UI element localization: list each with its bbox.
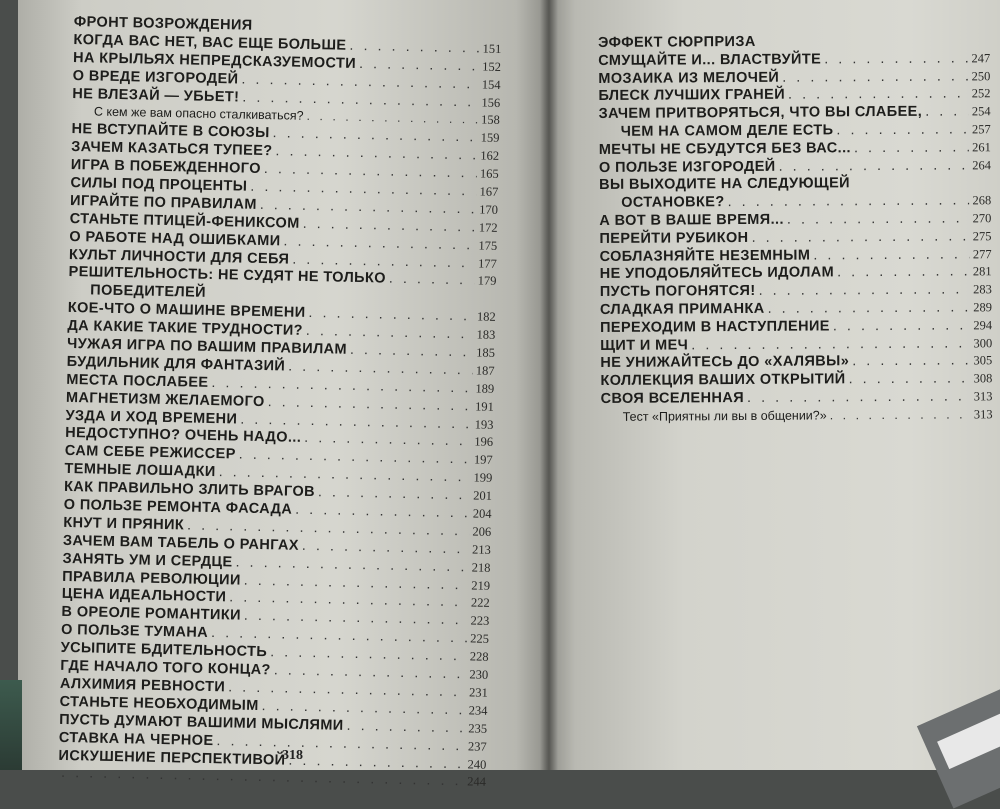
toc-entry-title: ЧУЖАЯ ИГРА ПО ВАШИМ ПРАВИЛАМ <box>66 335 348 358</box>
toc-leader-dots <box>836 121 969 140</box>
toc-entry-page: 277 <box>972 246 992 261</box>
toc-entry-page: 196 <box>474 434 494 450</box>
toc-entry-page: 300 <box>973 335 993 350</box>
toc-entry-title: ЗАНЯТЬ УМ И СЕРДЦЕ <box>62 550 233 571</box>
toc-entry-page: 244 <box>467 774 487 790</box>
toc-entry-page: 235 <box>468 721 488 736</box>
toc-entry-title: АЛХИМИЯ РЕВНОСТИ <box>59 675 226 696</box>
toc-leader-dots <box>782 68 968 87</box>
toc-entry-title: НЕ ВСТУПАЙТЕ В СОЮЗЫ <box>71 121 270 142</box>
toc-entry-page: 264 <box>972 157 991 172</box>
toc-entry-title: ЗАЧЕМ ВАМ ТАБЕЛЬ О РАНГАХ <box>62 532 300 554</box>
toc-entry-page: 152 <box>482 59 502 74</box>
toc-entry-page: 187 <box>475 363 495 378</box>
toc-entry-page: 294 <box>973 318 993 333</box>
toc-entry-page: 182 <box>476 309 496 325</box>
toc-entry-page: 156 <box>481 95 501 110</box>
toc-entry-page: 254 <box>971 104 991 119</box>
toc-entry-title: В ОРЕОЛЕ РОМАНТИКИ <box>61 604 242 625</box>
toc-entry-page: 170 <box>479 202 499 217</box>
toc-entry-page: 162 <box>480 148 500 164</box>
toc-entry-title: НЕ УНИЖАЙТЕСЬ ДО «ХАЛЯВЫ» <box>600 353 850 372</box>
toc-leader-dots <box>837 264 970 283</box>
toc-leader-dots <box>849 371 971 390</box>
toc-entry-title: УЗДА И ХОД ВРЕМЕНИ <box>65 407 238 428</box>
toc-entry-title: СТАНЬТЕ НЕОБХОДИМЫМ <box>59 693 259 714</box>
left-toc-list <box>58 14 502 792</box>
toc-entry-title: ИГРА В ПОБЕЖДЕННОГО <box>70 157 262 178</box>
toc-entry-page: 313 <box>973 389 993 404</box>
toc-entry-page: 218 <box>471 560 491 575</box>
toc-leader-dots <box>758 282 970 301</box>
toc-entry-page: 191 <box>474 399 495 414</box>
toc-entry-title: СЛАДКАЯ ПРИМАНКА <box>599 300 765 318</box>
toc-entry-title: КНУТ И ПРЯНИК <box>63 514 185 534</box>
toc-entry-title: ДА КАКИЕ ТАКИЕ ТРУДНОСТИ? <box>67 318 304 339</box>
toc-entry-page: 167 <box>479 184 499 199</box>
toc-leader-dots <box>389 271 475 291</box>
toc-entry-page: 172 <box>478 220 498 235</box>
toc-leader-dots <box>852 353 970 372</box>
toc-entry-page: 197 <box>473 452 493 468</box>
toc-entry-page: 283 <box>972 282 992 297</box>
toc-entry-page: 289 <box>973 300 992 315</box>
toc-entry-page: 177 <box>477 256 498 271</box>
toc-entry-page: 308 <box>973 371 993 386</box>
toc-entry-page: 183 <box>476 327 496 343</box>
toc-entry-title: НЕДОСТУПНО? ОЧЕНЬ НАДО... <box>65 425 302 447</box>
toc-entry-title: ОСТАНОВКЕ? <box>621 194 725 212</box>
toc-entry-title: МОЗАИКА ИЗ МЕЛОЧЕЙ <box>598 69 780 87</box>
toc-entry-title: О ПОЛЬЗЕ ИЗГОРОДЕЙ <box>598 158 776 176</box>
toc-entry-title: МАГНЕТИЗМ ЖЕЛАЕМОГО <box>65 389 265 410</box>
toc-entry-title: ЩИТ И МЕЧ <box>600 336 689 354</box>
toc-entry-page: 206 <box>472 524 492 539</box>
toc-entry-title: САМ СЕБЕ РЕЖИССЕР <box>64 443 236 463</box>
toc-entry-page: 213 <box>471 542 492 557</box>
toc-entry-page: 252 <box>971 86 991 101</box>
toc-entry-page: 159 <box>480 130 500 146</box>
toc-entry-page: 223 <box>470 613 490 629</box>
toc-entry-page: 237 <box>467 739 487 754</box>
toc-entry-title: ИСКУШЕНИЕ ПЕРСПЕКТИВОЙ <box>58 747 286 769</box>
toc-entry-page: 313 <box>973 406 993 422</box>
toc-entry-title: КОЕ-ЧТО О МАШИНЕ ВРЕМЕНИ <box>67 300 306 322</box>
toc-entry-page: 204 <box>472 506 492 521</box>
toc-entry-title: ФРОНТ ВОЗРОЖДЕНИЯ <box>73 13 253 34</box>
toc-entry-page: 199 <box>473 470 493 486</box>
toc-entry-page: 261 <box>971 140 991 155</box>
toc-entry-title: ВЫ ВЫХОДИТЕ НА СЛЕДУЮЩЕЙ <box>598 175 851 194</box>
toc-leader-dots <box>788 86 969 105</box>
toc-entry-page: 179 <box>477 273 497 289</box>
toc-entry-title: СВОЯ ВСЕЛЕННАЯ <box>600 389 745 407</box>
toc-entry-page: 219 <box>471 578 491 593</box>
toc-entry-title: ЦЕНА ИДЕАЛЬНОСТИ <box>61 586 227 606</box>
toc-entry-title: А ВОТ В ВАШЕ ВРЕМЯ... <box>599 211 784 229</box>
toc-entry-page: 281 <box>972 264 992 279</box>
toc-entry-title: НА КРЫЛЬЯХ НЕПРЕДСКАЗУЕМОСТИ <box>72 49 357 72</box>
toc-leader-dots <box>787 210 970 229</box>
toc-leader-dots <box>728 193 970 212</box>
toc-entry-title: СОБЛАЗНЯЙТЕ НЕЗЕМНЫМ <box>599 247 811 265</box>
toc-entry-title: РЕШИТЕЛЬНОСТЬ: НЕ СУДЯТ НЕ ТОЛЬКО <box>68 264 387 288</box>
toc-entry-title: О ПОЛЬЗЕ РЕМОНТА ФАСАДА <box>63 496 293 518</box>
toc-entry-title: ТЕМНЫЕ ЛОШАДКИ <box>64 461 216 481</box>
toc-entry-title: С кем же вам опасно сталкиваться? <box>93 104 304 124</box>
toc-leader-dots <box>830 406 971 425</box>
toc-entry-title: СМУЩАЙТЕ И... ВЛАСТВУЙТЕ <box>598 51 822 69</box>
toc-entry-title: МЕСТА ПОСЛАБЕЕ <box>66 371 209 391</box>
background-edge <box>0 680 22 770</box>
toc-entry-title: СИЛЫ ПОД ПРОЦЕНТЫ <box>70 174 248 195</box>
toc-leader-dots <box>813 246 970 265</box>
toc-entry-title: ЧЕМ НА САМОМ ДЕЛЕ ЕСТЬ <box>620 122 834 140</box>
toc-entry-title: ПУСТЬ ПОГОНЯТСЯ! <box>599 283 756 301</box>
toc-entry-page: 234 <box>468 703 488 718</box>
toc-entry-title: ПУСТЬ ДУМАЮТ ВАШИМИ МЫСЛЯМИ <box>59 711 344 734</box>
toc-entry-page: 257 <box>971 122 991 137</box>
toc-entry-page: 225 <box>470 631 490 647</box>
toc-entry-page: 270 <box>972 211 992 226</box>
toc-leader-dots <box>779 157 970 176</box>
toc-entry-title: Тест «Приятны ли вы в общении?» <box>622 408 827 424</box>
toc-entry-title: ЗАЧЕМ КАЗАТЬСЯ ТУПЕЕ? <box>71 139 273 160</box>
toc-entry-title: НЕ УПОДОБЛЯЙТЕСЬ ИДОЛАМ <box>599 264 835 283</box>
toc-leader-dots <box>925 104 969 122</box>
toc-leader-dots <box>691 335 970 355</box>
toc-entry-title: ИГРАЙТЕ ПО ПРАВИЛАМ <box>69 192 257 213</box>
toc-entry-title: КАК ПРАВИЛЬНО ЗЛИТЬ ВРАГОВ <box>63 479 316 501</box>
toc-entry-title: ПОБЕДИТЕЛЕЙ <box>90 282 207 302</box>
toc-entry-page: 230 <box>469 667 489 682</box>
toc-entry-page: 201 <box>473 488 493 503</box>
toc-entry-page: 189 <box>475 381 495 396</box>
toc-entry-page: 268 <box>972 193 992 208</box>
toc-entry-page: 231 <box>468 685 489 700</box>
toc-entry-title: БЛЕСК ЛУЧШИХ ГРАНЕЙ <box>598 87 786 105</box>
toc-entry-page: 247 <box>971 51 991 66</box>
toc-entry-title: О ВРЕДЕ ИЗГОРОДЕЙ <box>72 67 239 88</box>
toc-entry-page: 305 <box>973 353 993 368</box>
toc-entry-page: 154 <box>481 77 501 92</box>
toc-entry-page: 151 <box>482 41 502 56</box>
page-number: 318 <box>282 748 303 763</box>
toc-entry-page: 165 <box>479 166 499 182</box>
toc-entry-title: О РАБОТЕ НАД ОШИБКАМИ <box>69 228 281 250</box>
toc-entry-page: 240 <box>467 756 487 772</box>
toc-entry-page: 250 <box>971 68 991 83</box>
toc-entry-page: 193 <box>474 417 494 432</box>
toc-entry-page: 222 <box>470 595 490 611</box>
toc-entry-title: СТАВКА НА ЧЕРНОЕ <box>58 729 214 749</box>
toc-entry-title: ЭФФЕКТ СЮРПРИЗА <box>598 33 756 51</box>
toc-entry-title: ПРАВИЛА РЕВОЛЮЦИИ <box>62 568 241 589</box>
toc-entry-title: МЕЧТЫ НЕ СБУДУТСЯ БЕЗ ВАС... <box>598 140 851 158</box>
book-gutter <box>540 0 558 770</box>
toc-entry-title: ПЕРЕЙТИ РУБИКОН <box>599 229 749 247</box>
toc-entry <box>601 406 993 427</box>
right-toc-list <box>598 32 993 426</box>
toc-leader-dots <box>747 388 971 407</box>
toc-entry-title: КОГДА ВАС НЕТ, ВАС ЕЩЕ БОЛЬШЕ <box>73 31 347 54</box>
toc-entry <box>599 157 991 178</box>
toc-entry-title: КУЛЬТ ЛИЧНОСТИ ДЛЯ СЕБЯ <box>68 246 290 268</box>
toc-entry-title: ПЕРЕХОДИМ В НАСТУПЛЕНИЕ <box>599 318 830 336</box>
toc-leader-dots <box>833 317 971 336</box>
toc-entry-title: СТАНЬТЕ ПТИЦЕЙ-ФЕНИКСОМ <box>69 210 300 232</box>
toc-entry-page: 275 <box>972 229 992 244</box>
toc-leader-dots <box>751 228 969 247</box>
toc-entry-page: 185 <box>476 345 496 360</box>
toc-leader-dots <box>768 299 971 318</box>
toc-entry-title: БУДИЛЬНИК ДЛЯ ФАНТАЗИЙ <box>66 353 286 375</box>
toc-entry-title: ЗАЧЕМ ПРИТВОРЯТЬСЯ, ЧТО ВЫ СЛАБЕЕ, <box>598 103 923 123</box>
toc-entry-page: 175 <box>478 238 498 253</box>
toc-leader-dots <box>824 50 968 69</box>
toc-entry-title: О ПОЛЬЗЕ ТУМАНА <box>60 622 209 642</box>
toc-entry-title: ГДЕ НАЧАЛО ТОГО КОНЦА? <box>60 657 271 679</box>
toc-entry-title: УСЫПИТЕ БДИТЕЛЬНОСТЬ <box>60 640 268 661</box>
toc-entry-page: 228 <box>469 649 489 664</box>
toc-entry-title: НЕ ВЛЕЗАЙ — УБЬЕТ! <box>72 85 240 106</box>
toc-entry-title: КОЛЛЕКЦИЯ ВАШИХ ОТКРЫТИЙ <box>600 371 846 390</box>
toc-leader-dots <box>854 139 969 158</box>
toc-entry-page: 158 <box>480 112 501 128</box>
